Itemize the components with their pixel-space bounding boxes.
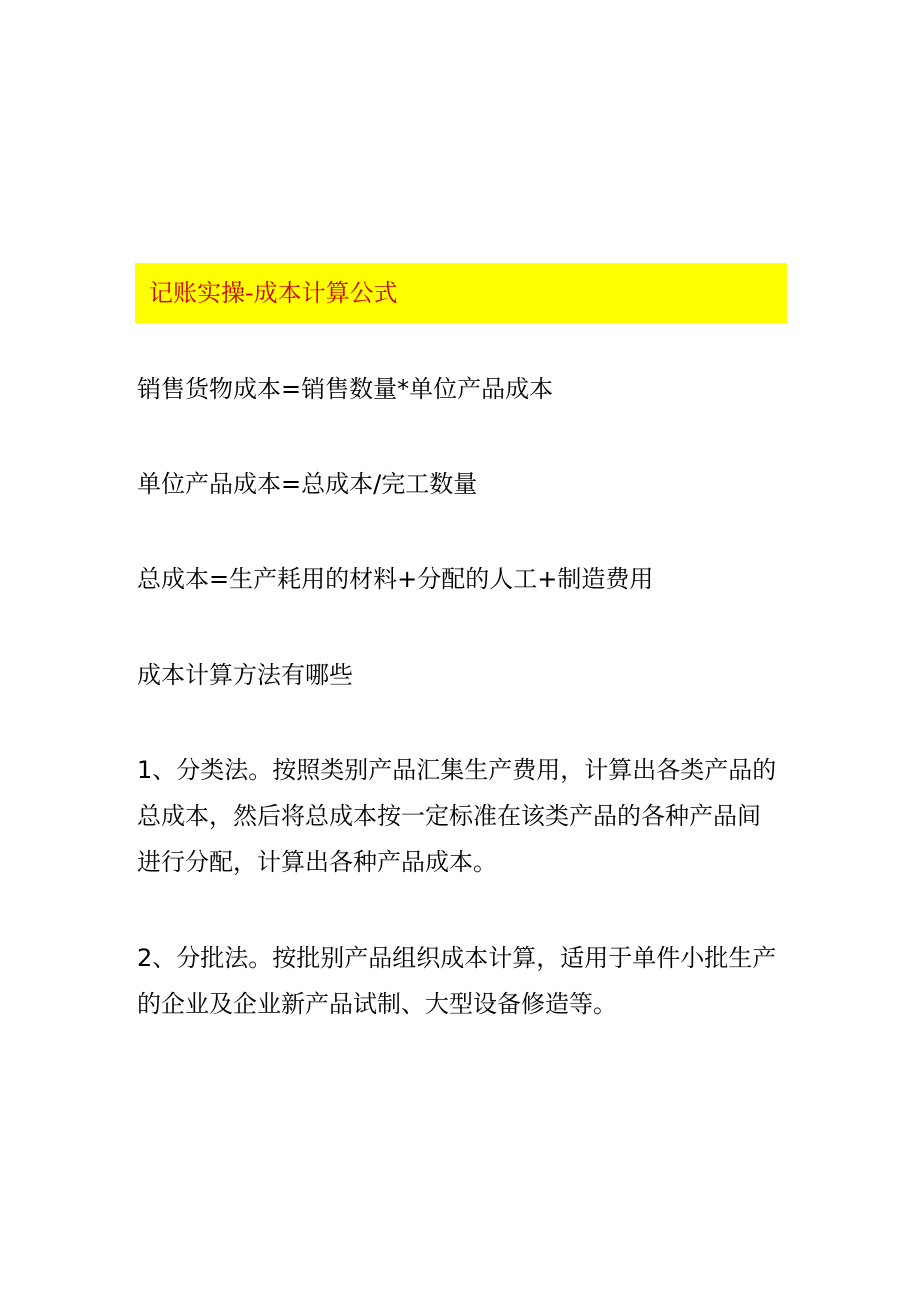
formula-sales-cost: 销售货物成本=销售数量*单位产品成本: [137, 375, 554, 403]
method-line: 的企业及企业新产品试制、大型设备修造等。: [137, 990, 617, 1018]
method-line: 总成本，然后将总成本按一定标准在该类产品的各种产品间: [137, 802, 761, 830]
formula-total-cost: 总成本=生产耗用的材料+分配的人工+制造费用: [137, 565, 654, 593]
method-line: 1、分类法。按照类别产品汇集生产费用，计算出各类产品的: [137, 756, 777, 784]
page-title: 记账实操-成本计算公式: [149, 279, 398, 307]
method-classification: [137, 747, 789, 885]
method-line: 进行分配，计算出各种产品成本。: [137, 848, 497, 876]
method-batch: [137, 935, 789, 1027]
title-banner: [135, 263, 787, 323]
formula-unit-cost: 单位产品成本=总成本/完工数量: [137, 470, 478, 498]
method-line: 2、分批法。按批别产品组织成本计算，适用于单件小批生产: [137, 944, 777, 972]
section-heading-methods: 成本计算方法有哪些: [137, 661, 353, 689]
